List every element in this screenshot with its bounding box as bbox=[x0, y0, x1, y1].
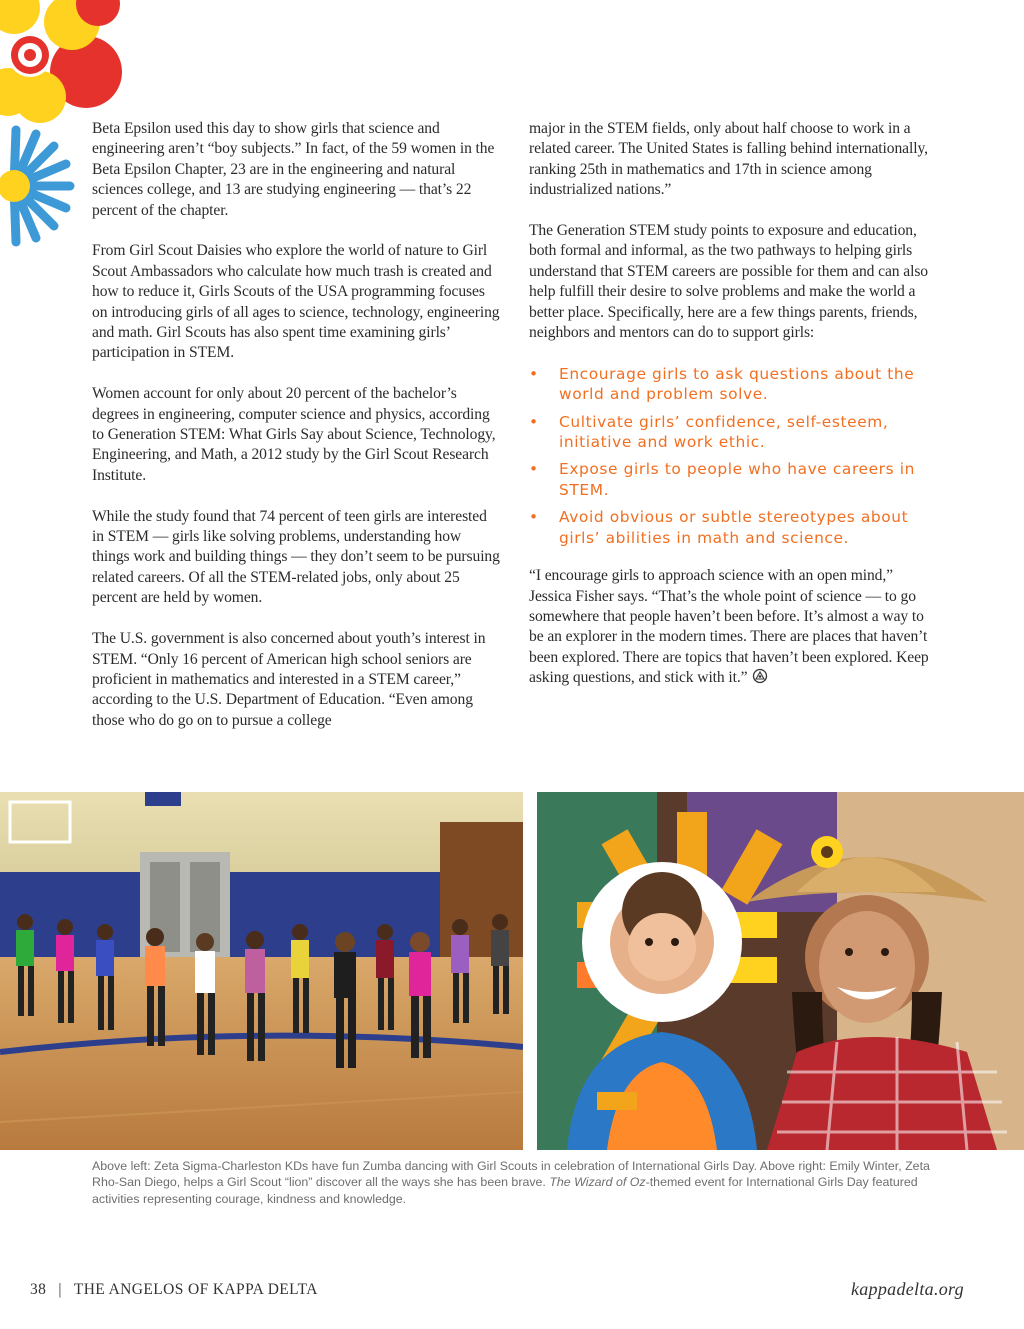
article-left-column bbox=[92, 119, 500, 752]
paragraph: From Girl Scout Daisies who explore the world of nature to Girl Scout Ambassadors who calculate how much trash is created and how to reduce it, Girls Scouts of the USA programming focuses on introducing girls of all ages to science, technology, engineering and math. Girl Scouts has also spent time examining girls’ participation in STEM. bbox=[92, 242, 500, 362]
list-item bbox=[529, 364, 937, 405]
caption-text-end: -themed event for International Girls Day featured activities representing courage, kindness and knowledge. bbox=[92, 1175, 918, 1206]
list-item bbox=[529, 412, 937, 453]
caption-text: Above left: Zeta Sigma-Charleston KDs have fun Zumba dancing with Girl Scouts in celebration of International Girls Day. Above right: Emily Winter, Zeta Rho-San Diego, helps a Girl Scout “lion” discover all the ways she has been brave. bbox=[92, 1159, 930, 1190]
tips-list bbox=[529, 364, 937, 548]
list-item bbox=[529, 507, 937, 548]
paragraph: Women account for only about 20 percent of the bachelor’s degrees in engineering, computer science and physics, according to Generation STEM: What Girls Say about Science, Technology, Engineering, and Math, a 2012 study by the Girl Scout Research Institute. bbox=[92, 385, 496, 484]
caption-italic-title: The Wizard of Oz bbox=[549, 1175, 646, 1190]
publication-title: THE ANGELOS OF KAPPA DELTA bbox=[73, 1281, 318, 1298]
end-mark-icon bbox=[752, 668, 768, 684]
list-item-text: Avoid obvious or subtle stereotypes about girls’ abilities in math and science. bbox=[559, 508, 909, 547]
list-item bbox=[529, 459, 937, 500]
list-item-text: Cultivate girls’ confidence, self-esteem, initiative and work ethic. bbox=[559, 412, 889, 452]
paragraph: major in the STEM fields, only about half choose to work in a related career. The United States is falling behind internationally, ranking 25th in mathematics and 17th in science among industrialized nations.” bbox=[529, 120, 928, 199]
closing-paragraph bbox=[529, 566, 937, 688]
paragraph: Beta Epsilon used this day to show girls that science and engineering aren’t “boy subjects.” In fact, of the 59 women in the Beta Epsilon Chapter, 23 are in the engineering and natural sciences college, and 13 are studying engineering — that’s 22 percent of the chapter. bbox=[92, 120, 495, 219]
list-item-text: Encourage girls to ask questions about the world and problem solve. bbox=[559, 364, 915, 404]
photo-caption bbox=[92, 1158, 932, 1207]
closing-text: “I encourage girls to approach science with an open mind,” Jessica Fisher says. “That’s the whole point of science — to go somewhere that people haven’t been before. It’s almost a way to be an explorer in the modern times. There are places that haven’t been explored. There are topics that haven’t been explored. Keep asking questions, and stick with it.” bbox=[529, 567, 929, 687]
paragraph: While the study found that 74 percent of teen girls are interested in STEM — girls like solving problems, understanding how things work and building things — they don’t seem to be pursuing related careers. Of all the STEM-related jobs, only about 25 percent are held by women. bbox=[92, 507, 500, 607]
website-link[interactable]: kappadelta.org bbox=[850, 1279, 964, 1299]
bullet: • bbox=[529, 412, 539, 431]
photo-zumba-dancing bbox=[0, 792, 523, 1150]
bullet: • bbox=[529, 460, 539, 479]
list-item-text: Expose girls to people who have careers in STEM. bbox=[559, 460, 915, 499]
photo-girl-scout-lion bbox=[537, 792, 1024, 1150]
page-footer-left bbox=[30, 1281, 318, 1299]
footer-separator: | bbox=[58, 1281, 62, 1298]
bullet: • bbox=[529, 364, 539, 383]
paragraph: The Generation STEM study points to exposure and education, both formal and informal, as the two pathways to helping girls understand that STEM careers are possible for them and can also help fulfill their desire to solve problems and make the world a better place. Specifically, here are a few things parents, friends, neighbors and mentors can do to support girls: bbox=[529, 222, 929, 342]
article-right-column bbox=[529, 119, 937, 709]
page-number: 38 bbox=[30, 1281, 47, 1298]
paragraph: The U.S. government is also concerned about youth’s interest in STEM. “Only 16 percent of American high school seniors are proficient in mathematics and interested in a STEM career,” according to the U.S. Department of Education. “Even among those who do go on to pursue a college bbox=[92, 630, 486, 729]
bullet: • bbox=[529, 508, 539, 527]
